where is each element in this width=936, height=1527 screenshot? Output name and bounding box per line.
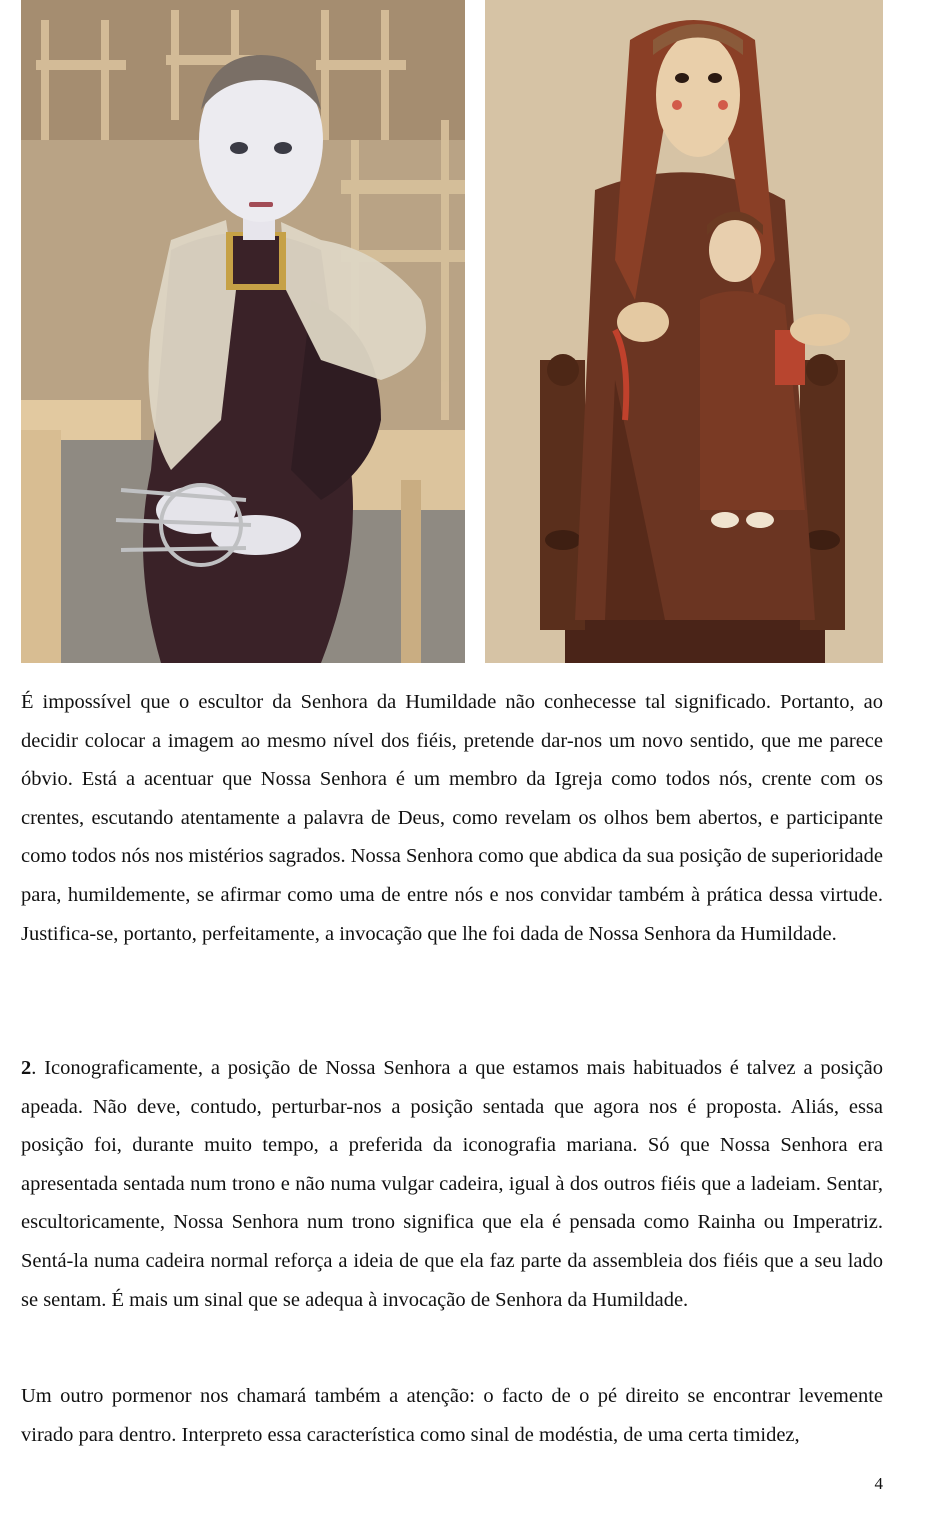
seated-statue-illustration: [21, 0, 465, 663]
paragraph-2-text: . Iconograficamente, a posição de Nossa Senhora a que estamos mais habituados é talvez a posição apeada. Não deve, contudo, perturbar-nos a posição sentada que agora nos é proposta. Aliás, essa posição foi, durante muito tempo, a preferida da iconografia mariana. Só que Nossa Senhora era apresentada sentada num trono e não numa vulgar cadeira, igual à dos outros fiéis que a ladeiam. Sentar, escultoricamente, Nossa Senhora num trono significa que ela é pensada como Rainha ou Imperatriz. Sentá-la numa cadeira normal reforça a ideia de que ela faz parte da assembleia dos fiéis que a seu lado se sentam. É mais um sinal que se adequa à invocação de Senhora da Humildade.: [21, 1057, 883, 1311]
paragraph-2: [21, 1049, 883, 1319]
paragraph-3: Um outro pormenor nos chamará também a atenção: o facto de o pé direito se encontrar levemente virado para dentro. Interpreto essa característica como sinal de modéstia, de uma certa timidez,: [21, 1385, 883, 1446]
section-number: 2: [21, 1057, 32, 1079]
photo-throned-virgin: [485, 0, 883, 663]
photo-seated-statue: [21, 0, 465, 663]
throned-virgin-illustration: [485, 0, 883, 663]
page-number: 4: [874, 1474, 883, 1493]
paragraph-1: É impossível que o escultor da Senhora da Humildade não conhecesse tal significado. Portanto, ao decidir colocar a imagem ao mesmo nível dos fiéis, pretende dar-nos um novo sentido, que me parece óbvio. Está a acentuar que Nossa Senhora é um membro da Igreja como todos nós, crente com os crentes, escutando atentamente a palavra de Deus, como revelam os olhos bem abertos, e participante como todos nós nos mistérios sagrados. Nossa Senhora como que abdica da sua posição de superioridade para, humildemente, se afirmar como uma de entre nós e nos convidar também à prática dessa virtude. Justifica-se, portanto, perfeitamente, a invocação que lhe foi dada de Nossa Senhora da Humildade.: [21, 691, 883, 945]
